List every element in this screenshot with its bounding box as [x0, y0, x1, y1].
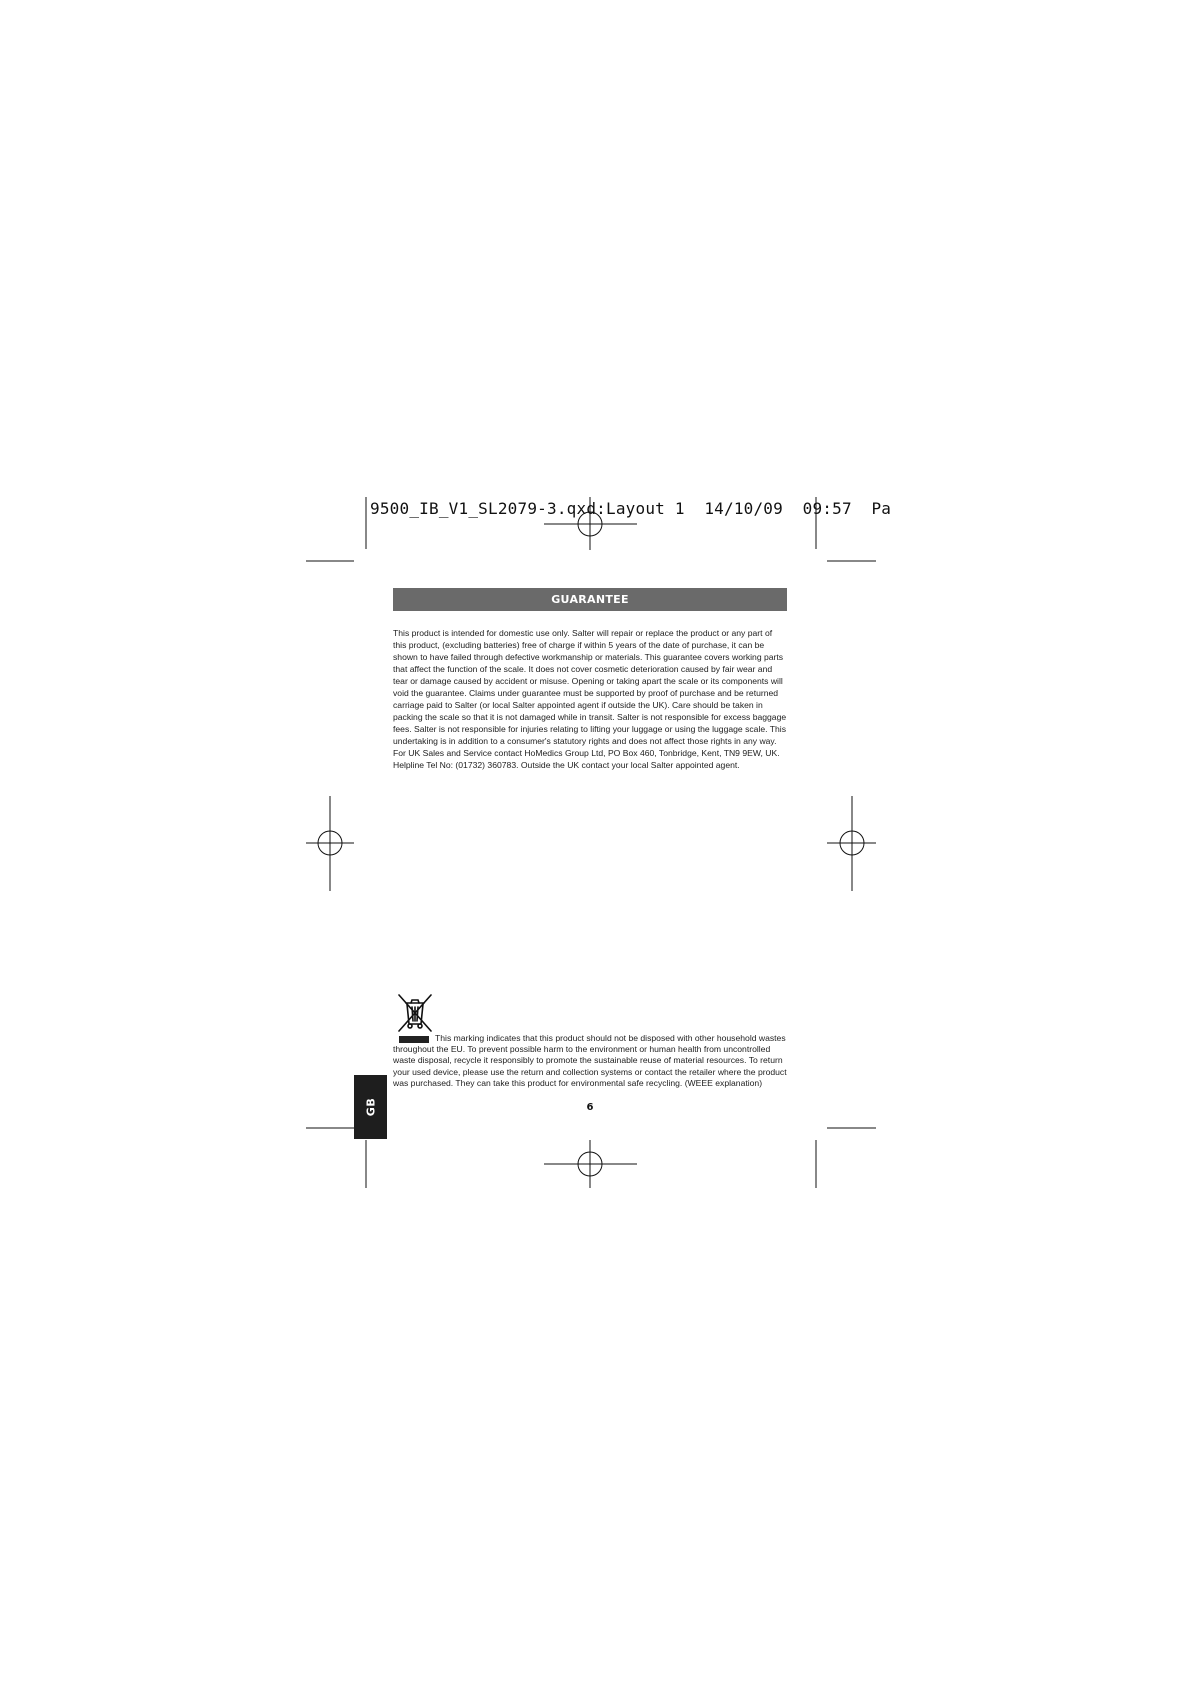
page-number: 6: [586, 1102, 594, 1113]
guarantee-paragraph: This product is intended for domestic use only. Salter will repair or replace the product or any part of this product, (excluding batteries) free of charge if within 5 years of the date of purchase, it can be shown to have failed through defective workmanship or materials. This guarantee covers working parts that affect the function of the scale. It does not cover cosmetic deterioration caused by fair wear and tear or damage caused by accident or misuse. Opening or taking apart the scale or its components will void the guarantee. Claims under guarantee must be supported by proof of purchase and be returned carriage paid to Salter (or local Salter appointed agent if outside the UK). Care should be taken in packing the scale so that it is not damaged while in transit. Salter is not responsible for excess baggage fees. Salter is not responsible for injuries relating to lifting your luggage or using the luggage scale. This undertaking is in addition to a consumer's statutory rights and does not affect those rights in any way. For UK Sales and Service contact HoMedics Group Ltd, PO Box 460, Tonbridge, Kent, TN9 9EW, UK. Helpline Tel No: (01732) 360783. Outside the UK contact your local Salter appointed agent.: [393, 628, 787, 770]
printer-slug: 9500_IB_V1_SL2079-3.qxd:Layout 1 14/10/09 09:57 Pa: [370, 499, 892, 518]
crossed-out-wheelie-bin-icon: [396, 992, 434, 1034]
registration-mark-bottom: [544, 1140, 637, 1188]
registration-mark-left: [306, 796, 354, 891]
weee-paragraph: This marking indicates that this product should not be disposed with other household wastes throughout the EU. To prevent possible harm to the environment or human health from uncontrolled waste disposal, recycle it responsibly to promote the sustainable reuse of material resources. To return your used device, please use the return and collection systems or contact the retailer where the product was purchased. They can take this product for environmental safe recycling. (WEEE explanation): [393, 1033, 787, 1088]
registration-mark-top: [544, 497, 637, 550]
section-title-guarantee: GUARANTEE: [393, 588, 787, 611]
language-tab: [354, 1075, 387, 1139]
language-tab-label: GB: [364, 1097, 377, 1117]
registration-mark-right: [827, 796, 876, 891]
